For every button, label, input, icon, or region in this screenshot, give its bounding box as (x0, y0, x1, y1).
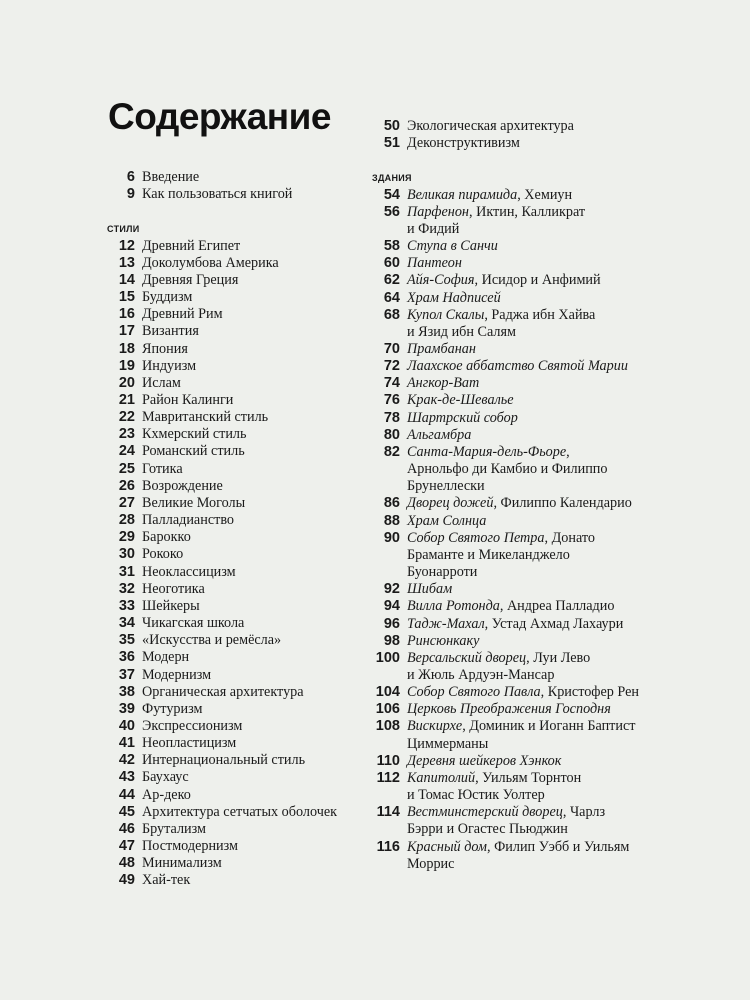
entry-label: Буддизм (142, 289, 193, 306)
toc-entry[interactable] (370, 633, 670, 650)
toc-entry[interactable] (370, 290, 670, 307)
page-number: 14 (118, 271, 135, 288)
building-name: Айя-София (407, 272, 475, 289)
toc-entry[interactable] (370, 598, 670, 615)
page-number: 19 (118, 357, 135, 374)
toc-entry[interactable] (105, 341, 355, 358)
building-name: Ринсюнкаку (407, 632, 480, 649)
toc-entry[interactable] (370, 581, 670, 598)
building-authors: , Уильям Торнтон (475, 769, 582, 786)
entry-label (407, 495, 670, 512)
entry-label: Модернизм (142, 666, 212, 683)
page-number: 29 (118, 529, 135, 546)
page-number: 23 (118, 426, 135, 443)
entry-label: Шейкеры (142, 597, 200, 614)
entry-label (407, 204, 670, 238)
page-number: 68 (383, 306, 400, 323)
page-number: 32 (118, 580, 135, 597)
building-authors: , Доминик и Иоганн Баптист (462, 718, 636, 735)
toc-entry[interactable] (370, 255, 670, 272)
toc-entry[interactable] (105, 787, 355, 804)
page-number: 17 (118, 323, 135, 340)
toc-entry[interactable] (105, 238, 355, 255)
page-number: 70 (383, 341, 400, 357)
toc-entry[interactable] (105, 598, 355, 615)
entry-label: Модерн (142, 649, 190, 666)
entry-label: Древняя Греция (142, 271, 239, 288)
entry-label: Баухаус (142, 769, 189, 786)
page-number: 56 (383, 203, 400, 220)
toc-left-column (105, 169, 355, 890)
toc-entry[interactable] (105, 461, 355, 478)
entry-label (407, 341, 670, 358)
entry-label: Деконструктивизм (407, 135, 520, 152)
page-number: 21 (118, 392, 135, 408)
toc-entry[interactable] (370, 410, 670, 427)
entry-label (407, 444, 670, 495)
toc-entry[interactable] (105, 443, 355, 460)
toc-entry[interactable] (105, 495, 355, 512)
toc-entry[interactable] (370, 204, 670, 238)
building-authors: , Кристофер Рен (540, 684, 640, 701)
building-name: Санта-Мария-дель-Фьоре (407, 443, 567, 460)
toc-entry[interactable] (105, 478, 355, 495)
toc-entry[interactable] (370, 187, 670, 204)
entry-label: Рококо (142, 546, 184, 563)
page-number: 114 (376, 804, 400, 821)
toc-entry[interactable] (370, 804, 670, 838)
building-authors: , Хемиун (517, 186, 573, 203)
toc-entry[interactable] (370, 135, 670, 152)
building-name: Собор Святого Павла (407, 684, 541, 701)
entry-label: Экспрессионизм (142, 717, 243, 734)
entry-label (407, 718, 670, 752)
toc-entry[interactable] (370, 307, 670, 341)
page-number: 22 (118, 409, 135, 426)
entry-label: Постмодернизм (142, 838, 239, 855)
entry-label (407, 358, 670, 375)
page-number: 74 (383, 375, 400, 392)
page-number: 43 (118, 769, 135, 786)
toc-entry[interactable] (105, 546, 355, 563)
toc-entry[interactable] (105, 684, 355, 701)
building-authors: , (566, 443, 570, 460)
page-number: 82 (383, 443, 400, 460)
page-number: 60 (383, 255, 400, 272)
building-name: Шартрский собор (407, 409, 518, 426)
building-authors: , Андреа Палладио (499, 598, 615, 615)
entry-label (407, 375, 670, 392)
building-authors-cont: и Фидий (407, 220, 460, 237)
entry-label: Экологическая архитектура (407, 118, 574, 134)
toc-entry[interactable] (370, 118, 670, 135)
entry-label: Возрождение (142, 477, 223, 494)
toc-entry[interactable] (105, 649, 355, 666)
entry-label: Доколумбова Америка (142, 254, 279, 271)
page-number: 51 (383, 135, 400, 152)
building-name: Капитолий (407, 769, 476, 786)
toc-entry[interactable] (105, 701, 355, 718)
page-number: 49 (118, 872, 135, 889)
toc-entry[interactable] (105, 512, 355, 529)
page-number: 54 (383, 186, 400, 203)
page-number: 108 (375, 718, 400, 735)
entry-label: Ислам (142, 374, 181, 391)
toc-entry[interactable] (105, 752, 355, 769)
page-number: 88 (383, 512, 400, 529)
page-number: 15 (118, 289, 135, 306)
building-name: Вестминстерский дворец (407, 804, 563, 821)
entry-label (407, 598, 670, 615)
entry-label: Палладианство (142, 512, 235, 529)
page-number: 62 (383, 272, 400, 289)
building-name: Церковь Преображения Господня (407, 701, 611, 718)
building-name: Вискирхе (407, 718, 463, 735)
toc-entry[interactable] (370, 427, 670, 444)
page-number: 92 (383, 581, 400, 598)
page-number: 44 (118, 786, 135, 803)
page-number: 36 (118, 649, 135, 666)
entry-label: Как пользоваться книгой (142, 186, 293, 203)
entry-label (407, 650, 670, 684)
entry-label: Архитектура сетчатых оболочек (142, 803, 338, 820)
page-number: 48 (118, 855, 135, 872)
entry-label: Футуризм (142, 700, 203, 717)
toc-entry[interactable] (105, 769, 355, 786)
entry-label: Мавританский стиль (142, 409, 269, 426)
page-number: 9 (126, 186, 135, 203)
building-authors: , Исидор и Анфимий (474, 272, 601, 289)
entry-label: Минимализм (142, 855, 222, 872)
building-authors-cont: и Томас Юстик Уолтер (407, 787, 545, 804)
page-number: 33 (118, 597, 135, 614)
toc-entry[interactable] (105, 289, 355, 306)
toc-entry[interactable] (105, 718, 355, 735)
building-authors-cont: Моррис (407, 855, 455, 872)
entry-label: Византия (142, 323, 199, 340)
spacer (105, 203, 355, 220)
section-heading: стили (107, 221, 140, 236)
entry-label: Великие Моголы (142, 494, 246, 511)
section-heading: здания (372, 170, 412, 185)
page-number: 27 (118, 494, 135, 511)
entry-label (407, 616, 670, 633)
toc-entry[interactable] (105, 392, 355, 409)
toc-entry[interactable] (370, 684, 670, 701)
building-authors-cont: и Жюль Ардуэн-Мансар (407, 666, 555, 683)
toc-entry[interactable] (105, 804, 355, 821)
entry-label (407, 272, 670, 289)
entry-label: Романский стиль (142, 443, 245, 460)
page-number: 40 (118, 717, 135, 734)
page-number: 47 (118, 838, 135, 855)
page-number: 37 (118, 666, 135, 683)
entry-label: «Искусства и ремёсла» (142, 632, 282, 649)
building-name: Деревня шейкеров Хэнкок (407, 752, 562, 769)
toc-entry[interactable] (370, 701, 670, 718)
page-number: 20 (118, 374, 135, 391)
page-number: 96 (383, 615, 400, 632)
page-number: 64 (383, 289, 400, 306)
toc-entry[interactable] (105, 426, 355, 443)
entry-label (407, 701, 670, 718)
toc-entry[interactable] (370, 530, 670, 581)
building-name: Версальский дворец (407, 649, 527, 666)
building-authors: , Донато (544, 529, 595, 546)
building-authors: , Иктин, Калликрат (468, 203, 586, 220)
entry-label: Чикагская школа (142, 615, 245, 632)
building-name: Альгамбра (407, 426, 472, 443)
entry-label: Неоклассицизм (142, 563, 236, 580)
toc-entry[interactable] (105, 855, 355, 872)
building-authors-cont: и Язид ибн Салям (407, 323, 516, 340)
building-name: Прамбанан (407, 341, 476, 357)
entry-label (407, 581, 670, 598)
entry-label: Кхмерский стиль (142, 426, 247, 443)
building-name: Храм Солнца (407, 512, 487, 529)
entry-label: Неопластицизм (142, 735, 237, 752)
entry-label: Барокко (142, 529, 191, 546)
building-name: Храм Надписей (407, 289, 501, 306)
page-number: 94 (383, 598, 400, 615)
entry-label (407, 410, 670, 427)
page-number: 42 (118, 752, 135, 769)
page-number: 18 (118, 340, 135, 357)
building-name: Красный дом (407, 838, 487, 855)
toc-entry[interactable] (370, 272, 670, 289)
page-number: 12 (118, 237, 135, 254)
building-authors-cont: Брунеллески (407, 478, 485, 495)
building-name: Лаахское аббатство Святой Марии (407, 358, 628, 375)
toc-entry[interactable] (370, 718, 670, 752)
entry-label: Древний Рим (142, 306, 223, 323)
entry-label (407, 238, 670, 255)
entry-label (407, 392, 670, 409)
toc-entry[interactable] (370, 358, 670, 375)
toc-entry[interactable] (105, 564, 355, 581)
toc-entry[interactable] (370, 238, 670, 255)
toc-entry[interactable] (105, 872, 355, 889)
page-number: 39 (118, 700, 135, 717)
page-number: 46 (118, 820, 135, 837)
entry-label: Введение (142, 169, 200, 185)
entry-label: Брутализм (142, 820, 206, 837)
building-name: Дворец дожей (407, 495, 494, 512)
building-authors-cont: Циммерманы (407, 735, 489, 752)
toc-entry[interactable] (105, 735, 355, 752)
spacer (370, 152, 670, 169)
page-number: 72 (383, 358, 400, 375)
entry-label (407, 427, 670, 444)
toc-entry[interactable] (105, 581, 355, 598)
building-name: Ступа в Санчи (407, 238, 498, 255)
building-authors: , Филип Уэбб и Уильям (486, 838, 630, 855)
entry-label (407, 255, 670, 272)
building-name: Тадж-Махал (407, 615, 485, 632)
toc-right-column (370, 118, 670, 873)
entry-label (407, 530, 670, 581)
toc-entry[interactable] (370, 375, 670, 392)
entry-label: Готика (142, 460, 183, 477)
toc-entry[interactable] (105, 615, 355, 632)
building-name: Шибам (407, 581, 453, 598)
entry-label: Япония (142, 340, 188, 357)
page-number: 80 (383, 426, 400, 443)
building-name: Вилла Ротонда (407, 598, 500, 615)
page-number: 116 (376, 838, 400, 855)
page-number: 13 (118, 254, 135, 271)
page-title: Содержание (108, 96, 331, 137)
building-authors-cont: Буонарроти (407, 564, 478, 581)
entry-label: Неоготика (142, 580, 205, 597)
building-name: Собор Святого Петра (407, 529, 545, 546)
page-number: 98 (383, 632, 400, 649)
toc-entry[interactable] (105, 838, 355, 855)
building-authors: , Раджа ибн Хайва (484, 306, 596, 323)
page-number: 58 (383, 238, 400, 255)
entry-label (407, 513, 670, 530)
entry-label (407, 290, 670, 307)
page-number: 90 (383, 529, 400, 546)
toc-entry[interactable] (370, 513, 670, 530)
toc-entry[interactable] (105, 323, 355, 340)
toc-entry[interactable] (370, 753, 670, 770)
entry-label: Ар-деко (142, 786, 191, 803)
page-number: 45 (118, 803, 135, 820)
page-number: 50 (383, 118, 400, 134)
building-name: Великая пирамида (407, 186, 518, 203)
toc-entry[interactable] (105, 821, 355, 838)
page-number: 78 (383, 409, 400, 426)
page-number: 6 (126, 169, 135, 185)
entry-label (407, 187, 670, 204)
page-number: 34 (118, 615, 135, 632)
toc-entry[interactable] (105, 667, 355, 684)
entry-label (407, 839, 670, 873)
page-number: 41 (118, 735, 135, 752)
page-number: 30 (118, 546, 135, 563)
toc-entry[interactable] (105, 358, 355, 375)
page-number: 35 (118, 632, 135, 649)
page-number: 26 (118, 477, 135, 494)
toc-entry[interactable] (105, 306, 355, 323)
toc-entry[interactable] (370, 495, 670, 512)
page-number: 38 (118, 683, 135, 700)
entry-label: Интернациональный стиль (142, 752, 306, 769)
page-number: 110 (376, 752, 400, 769)
entry-label: Органическая архитектура (142, 683, 304, 700)
building-name: Парфенон (407, 203, 469, 220)
toc-entry[interactable] (105, 255, 355, 272)
page-number: 86 (383, 495, 400, 512)
building-name: Крак-де-Шевалье (407, 392, 514, 409)
entry-label (407, 307, 670, 341)
page-number: 104 (375, 684, 400, 701)
building-name: Пантеон (407, 255, 462, 272)
entry-label (407, 753, 670, 770)
toc-entry[interactable] (105, 186, 355, 203)
toc-entry[interactable] (370, 839, 670, 873)
page-number: 16 (118, 306, 135, 323)
page-number: 112 (376, 769, 400, 786)
toc-entry[interactable] (370, 444, 670, 495)
entry-label: Хай-тек (142, 872, 191, 889)
toc-entry[interactable] (370, 650, 670, 684)
entry-label (407, 804, 670, 838)
toc-entry[interactable] (105, 375, 355, 392)
entry-label: Район Калинги (142, 392, 234, 408)
building-authors: , Филиппо Календарио (493, 495, 632, 512)
toc-entry[interactable] (370, 616, 670, 633)
toc-entry[interactable] (370, 341, 670, 358)
building-name: Ангкор-Ват (407, 375, 480, 392)
entry-label: Древний Египет (142, 237, 241, 254)
entry-label (407, 684, 670, 701)
building-authors-cont: Арнольфо ди Камбио и Филиппо (407, 461, 608, 478)
toc-entry[interactable] (105, 272, 355, 289)
entry-label (407, 633, 670, 650)
toc-entry[interactable] (370, 770, 670, 804)
entry-label: Индуизм (142, 357, 197, 374)
page-number: 28 (118, 512, 135, 529)
toc-entry[interactable] (370, 392, 670, 409)
building-authors-cont: Бэрри и Огастес Пьюджин (407, 821, 568, 838)
page-number: 100 (375, 649, 400, 666)
building-authors-cont: Браманте и Микеланджело (407, 546, 570, 563)
page-number: 106 (375, 701, 400, 718)
page-number: 76 (383, 392, 400, 409)
toc-entry[interactable] (105, 632, 355, 649)
toc-entry[interactable] (105, 529, 355, 546)
toc-entry[interactable] (105, 169, 355, 186)
page-number: 31 (118, 563, 135, 580)
building-name: Купол Скалы (407, 306, 485, 323)
toc-entry[interactable] (105, 409, 355, 426)
building-authors: , Устад Ахмад Лахаури (484, 615, 624, 632)
entry-label (407, 770, 670, 804)
page-number: 24 (118, 443, 135, 460)
page-number: 25 (118, 460, 135, 477)
building-authors: , Луи Лево (526, 649, 591, 666)
building-authors: , Чарлз (562, 804, 606, 821)
